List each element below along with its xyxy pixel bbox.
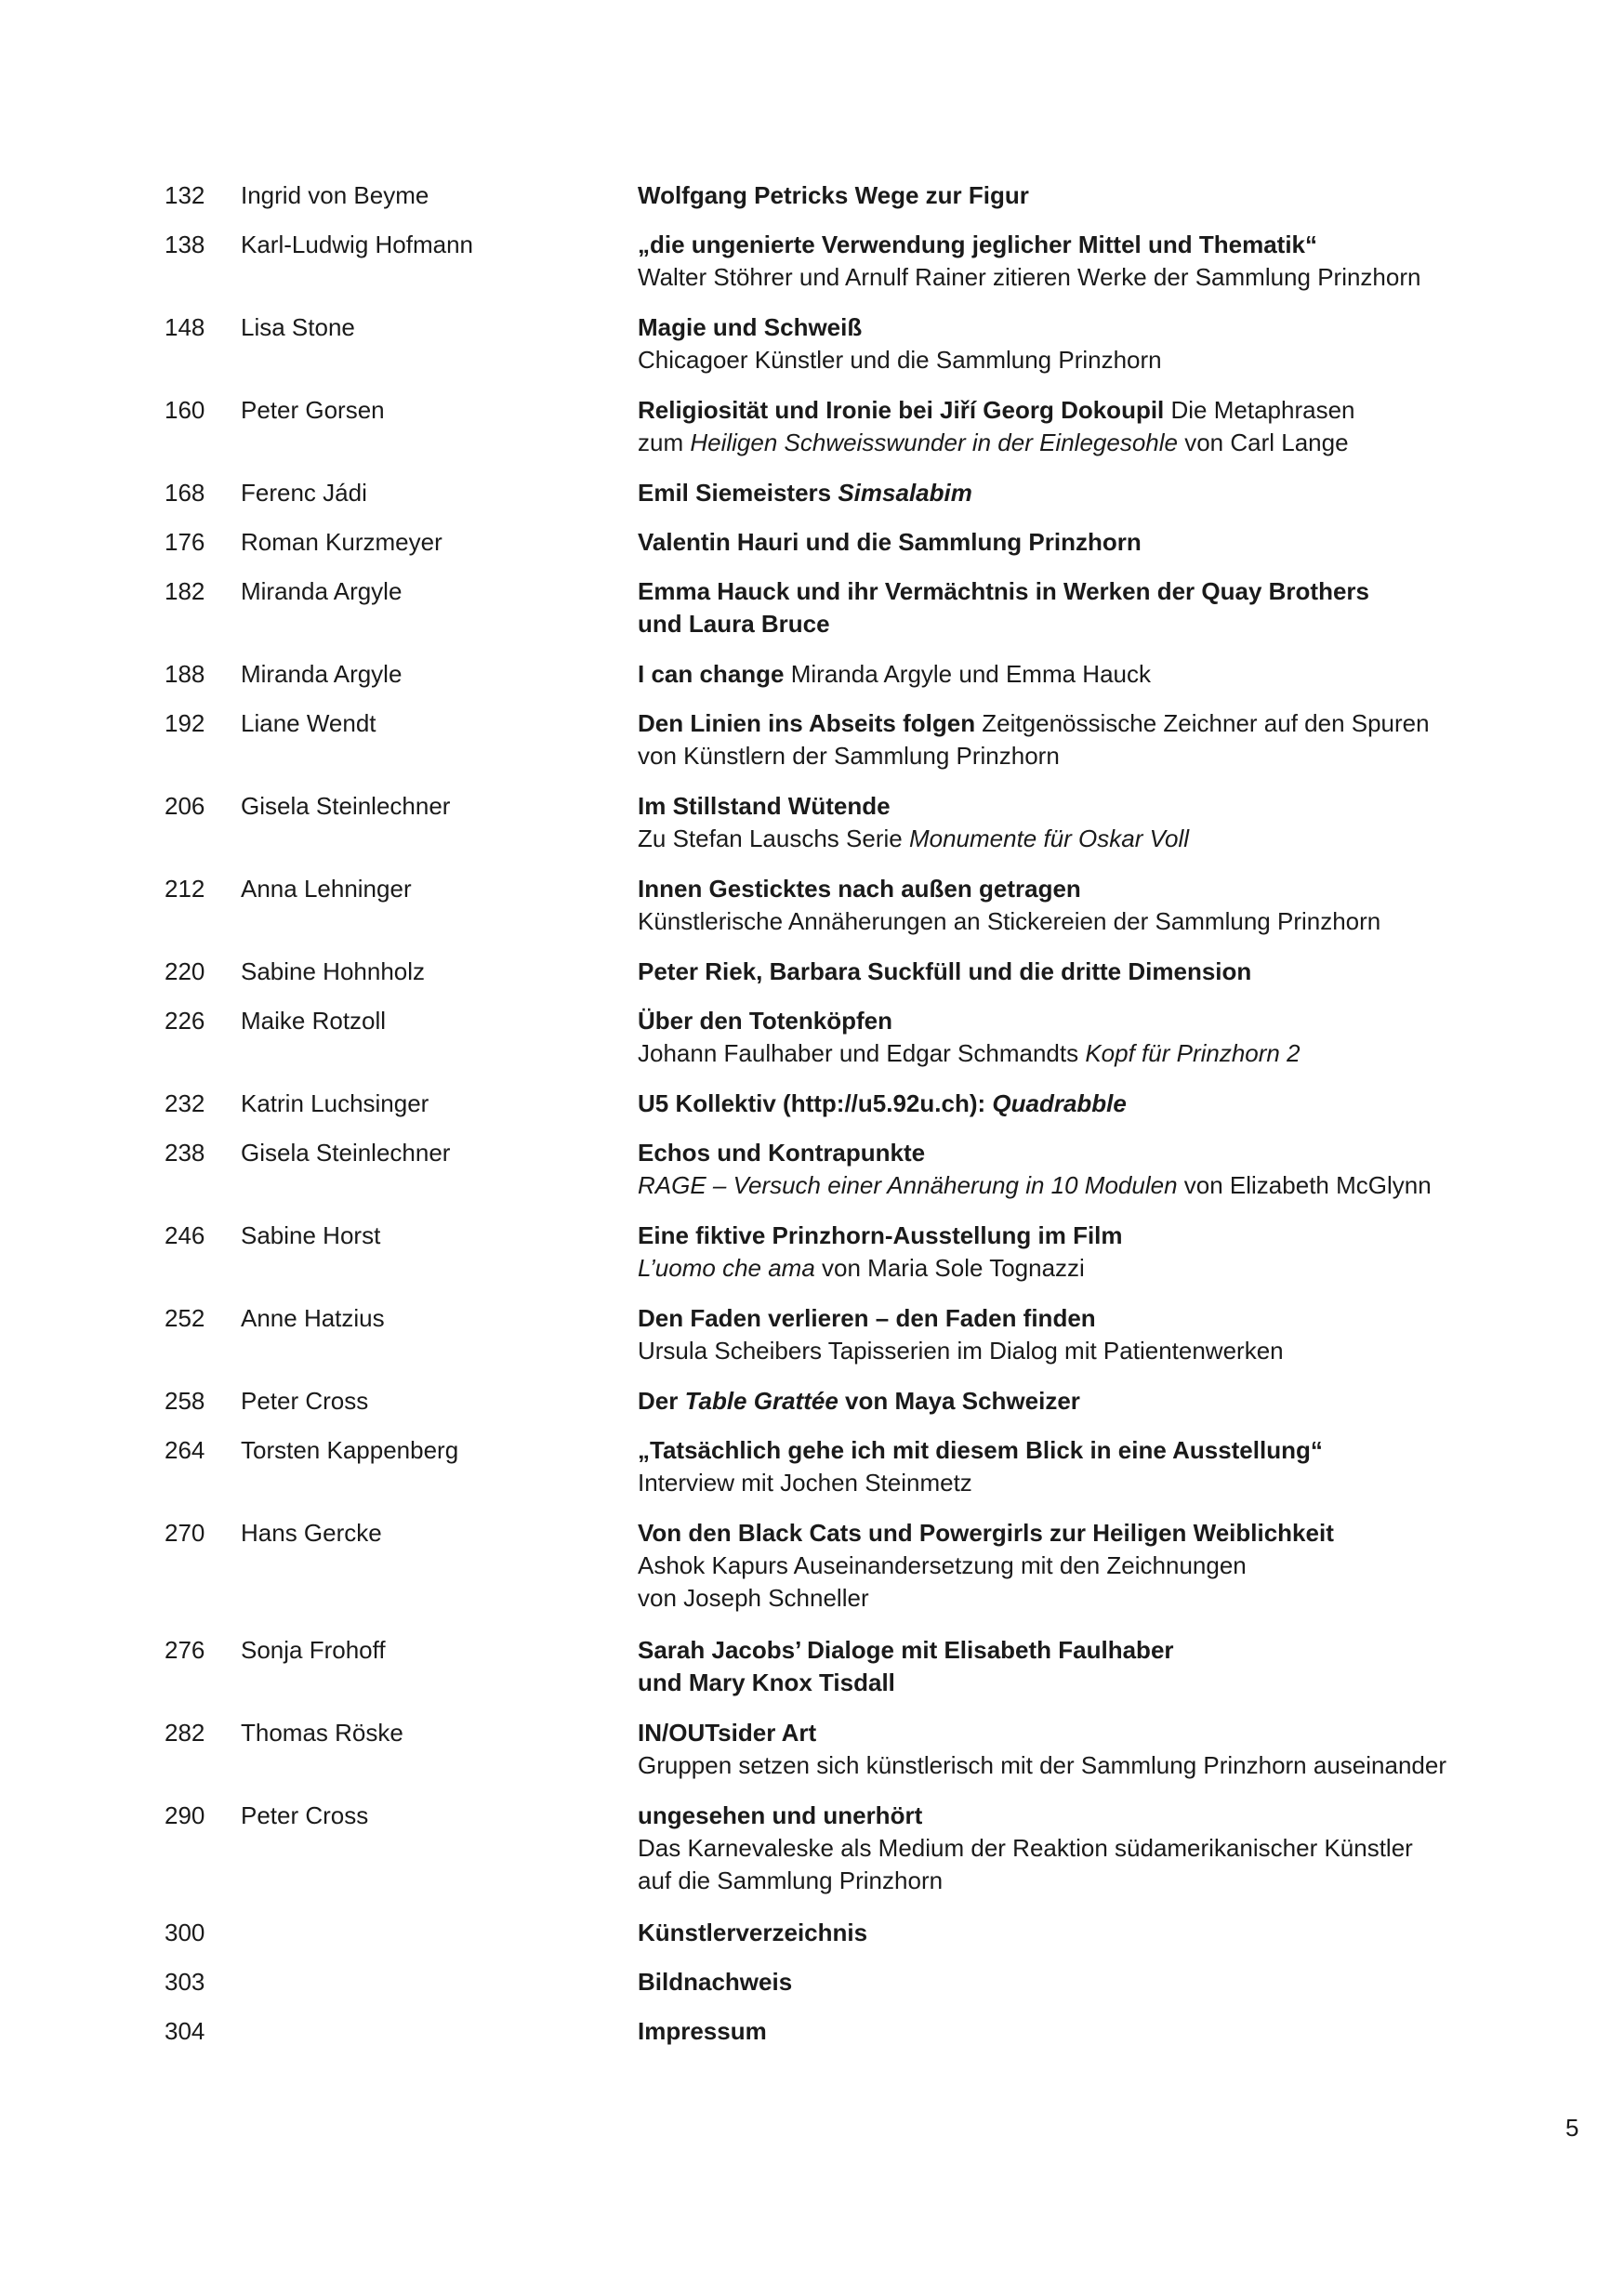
toc-text-segment: zum	[638, 429, 691, 456]
toc-title-block	[638, 1517, 1567, 1615]
toc-page-number: 252	[165, 1304, 205, 1332]
toc-author: Peter Cross	[241, 1387, 369, 1415]
toc-page-number: 303	[165, 1968, 205, 1996]
toc-title-line	[638, 179, 1567, 212]
toc-title-block	[638, 873, 1567, 938]
toc-author: Roman Kurzmeyer	[241, 528, 442, 556]
toc-page-number: 270	[165, 1519, 205, 1547]
toc-title-block	[638, 179, 1567, 212]
toc-text-segment: Impressum	[638, 2017, 767, 2045]
toc-title-block	[638, 311, 1567, 376]
toc-subtitle-line	[638, 1335, 1567, 1367]
toc-title-block	[638, 1220, 1567, 1285]
toc-subtitle-line	[638, 823, 1567, 855]
toc-author: Lisa Stone	[241, 313, 355, 341]
toc-author: Miranda Argyle	[241, 660, 403, 688]
toc-author: Katrin Luchsinger	[241, 1089, 429, 1117]
toc-text-segment: Kopf für Prinzhorn 2	[1085, 1039, 1301, 1067]
toc-subtitle-line	[638, 344, 1567, 376]
toc-text-segment: Interview mit Jochen Steinmetz	[638, 1469, 972, 1497]
toc-title-line	[638, 1385, 1567, 1418]
toc-author: Miranda Argyle	[241, 577, 403, 605]
toc-text-segment: Den Linien ins Abseits folgen	[638, 709, 976, 737]
toc-title-block	[638, 707, 1567, 772]
toc-title-line	[638, 2015, 1567, 2048]
toc-text-segment: von Elizabeth McGlynn	[1177, 1171, 1432, 1199]
toc-page-number: 188	[165, 660, 205, 688]
toc-text-segment: L’uomo che ama	[638, 1254, 815, 1282]
toc-text-segment: Table Grattée	[684, 1387, 838, 1415]
toc-text-segment: von Carl Lange	[1177, 429, 1349, 456]
toc-page-number: 160	[165, 396, 205, 424]
toc-text-segment: Emma Hauck und ihr Vermächtnis in Werken der Quay Brothers	[638, 577, 1369, 605]
toc-title-block	[638, 526, 1567, 559]
toc-page-number: 276	[165, 1636, 205, 1664]
toc-author: Sabine Hohnholz	[241, 957, 426, 985]
toc-text-segment: Von den Black Cats und Powergirls zur Heiligen Weiblichkeit	[638, 1519, 1334, 1547]
toc-title-block	[638, 1634, 1567, 1699]
toc-title-line	[638, 1634, 1567, 1667]
toc-author: Peter Cross	[241, 1801, 369, 1829]
toc-page-number: 282	[165, 1719, 205, 1747]
toc-page-number: 182	[165, 577, 205, 605]
toc-subtitle-line	[638, 1865, 1567, 1897]
toc-title-block	[638, 1385, 1567, 1418]
toc-text-segment: und Mary Knox Tisdall	[638, 1668, 895, 1696]
toc-text-segment: Johann Faulhaber und Edgar Schmandts	[638, 1039, 1086, 1067]
toc-author: Anne Hatzius	[241, 1304, 385, 1332]
toc-text-segment: von Künstlern der Sammlung Prinzhorn	[638, 742, 1060, 770]
toc-title-block	[638, 1717, 1567, 1782]
toc-text-segment: „Tatsächlich gehe ich mit diesem Blick in eine Ausstellung“	[638, 1436, 1323, 1464]
toc-text-segment: Der	[638, 1387, 685, 1415]
toc-page-number: 226	[165, 1007, 205, 1035]
toc-title-line	[638, 311, 1567, 344]
toc-text-segment: Heiligen Schweisswunder in der Einlegesohle	[690, 429, 1178, 456]
toc-subtitle-line	[638, 1467, 1567, 1499]
toc-title-line	[638, 1137, 1567, 1169]
toc-page-number: 258	[165, 1387, 205, 1415]
toc-title-block	[638, 1302, 1567, 1367]
toc-page-number: 232	[165, 1089, 205, 1117]
toc-text-segment: Valentin Hauri und die Sammlung Prinzhorn	[638, 528, 1142, 556]
toc-subtitle-line	[638, 1550, 1567, 1582]
toc-text-segment: Im Stillstand Wütende	[638, 792, 891, 820]
toc-title-line	[638, 873, 1567, 905]
toc-title-block	[638, 1434, 1567, 1499]
toc-title-line	[638, 575, 1567, 608]
toc-author: Anna Lehninger	[241, 875, 412, 903]
toc-text-segment: RAGE – Versuch einer Annäherung in 10 Modulen	[638, 1171, 1178, 1199]
toc-title-block	[638, 477, 1567, 509]
toc-title-line	[638, 526, 1567, 559]
toc-author: Ferenc Jádi	[241, 479, 367, 507]
toc-text-segment: Gruppen setzen sich künstlerisch mit der Sammlung Prinzhorn auseinander	[638, 1751, 1446, 1779]
toc-title-line	[638, 229, 1567, 261]
toc-title-line	[638, 1220, 1567, 1252]
toc-page-number: 264	[165, 1436, 205, 1464]
toc-text-segment: von Maria Sole Tognazzi	[814, 1254, 1085, 1282]
toc-page-number: 168	[165, 479, 205, 507]
toc-subtitle-line	[638, 1832, 1567, 1865]
toc-title-line	[638, 394, 1567, 427]
toc-text-segment: Peter Riek, Barbara Suckfüll und die dritte Dimension	[638, 957, 1252, 985]
toc-text-segment: „die ungenierte Verwendung jeglicher Mittel und Thematik“	[638, 231, 1317, 258]
toc-title-block	[638, 1800, 1567, 1897]
toc-title-line	[638, 1800, 1567, 1832]
toc-author: Sabine Horst	[241, 1221, 381, 1249]
toc-text-segment: Das Karnevaleske als Medium der Reaktion südamerikanischer Künstler	[638, 1834, 1413, 1862]
toc-title-block	[638, 1917, 1567, 1949]
toc-author: Torsten Kappenberg	[241, 1436, 459, 1464]
toc-title-block	[638, 658, 1567, 691]
toc-text-segment: von Maya Schweizer	[838, 1387, 1080, 1415]
toc-title-line	[638, 477, 1567, 509]
toc-text-segment: I can change	[638, 660, 785, 688]
toc-page-number: 238	[165, 1139, 205, 1167]
toc-page-number: 220	[165, 957, 205, 985]
toc-author: Peter Gorsen	[241, 396, 385, 424]
toc-title-block	[638, 1137, 1567, 1202]
toc-page-number: 192	[165, 709, 205, 737]
toc-page-number: 300	[165, 1919, 205, 1946]
toc-title-line	[638, 1302, 1567, 1335]
toc-text-segment: Simsalabim	[838, 479, 972, 507]
toc-title-line	[638, 1434, 1567, 1467]
toc-page-number: 148	[165, 313, 205, 341]
toc-author: Sonja Frohoff	[241, 1636, 386, 1664]
toc-text-segment: IN/OUTsider Art	[638, 1719, 817, 1747]
toc-title-block	[638, 1966, 1567, 1998]
toc-subtitle-line	[638, 905, 1567, 938]
toc-title-line	[638, 956, 1567, 988]
toc-title-block	[638, 1088, 1567, 1120]
toc-title-line	[638, 1917, 1567, 1949]
toc-title-block	[638, 956, 1567, 988]
toc-page-number: 212	[165, 875, 205, 903]
toc-text-segment: Innen Gesticktes nach außen getragen	[638, 875, 1081, 903]
toc-page-number: 176	[165, 528, 205, 556]
toc-subtitle-line	[638, 740, 1567, 772]
toc-text-segment: Emil Siemeisters	[638, 479, 838, 507]
toc-title-block	[638, 229, 1567, 294]
toc-subtitle-line	[638, 261, 1567, 294]
toc-text-segment: auf die Sammlung Prinzhorn	[638, 1866, 944, 1894]
toc-title-block	[638, 2015, 1567, 2048]
toc-text-segment: Die Metaphrasen	[1164, 396, 1355, 424]
toc-text-segment: Magie und Schweiß	[638, 313, 863, 341]
toc-author: Gisela Steinlechner	[241, 1139, 451, 1167]
toc-author: Hans Gercke	[241, 1519, 382, 1547]
toc-text-segment: Eine fiktive Prinzhorn-Ausstellung im Film	[638, 1221, 1123, 1249]
toc-text-segment: Ursula Scheibers Tapisserien im Dialog mit Patientenwerken	[638, 1337, 1284, 1365]
toc-text-segment: Chicagoer Künstler und die Sammlung Prinzhorn	[638, 346, 1162, 374]
toc-text-segment: und Laura Bruce	[638, 610, 830, 638]
toc-title-block	[638, 575, 1567, 640]
toc-subtitle-line	[638, 1037, 1567, 1070]
toc-text-segment: Zu Stefan Lauschs Serie	[638, 824, 909, 852]
toc-text-segment: Ashok Kapurs Auseinandersetzung mit den Zeichnungen	[638, 1551, 1247, 1579]
toc-text-segment: Künstlerverzeichnis	[638, 1919, 868, 1946]
toc-page-number: 206	[165, 792, 205, 820]
toc-title-block	[638, 1005, 1567, 1070]
toc-text-segment: Religiosität und Ironie bei Jiří Georg Dokoupil	[638, 396, 1165, 424]
toc-text-segment: Quadrabble	[992, 1089, 1127, 1117]
page-number: 5	[1565, 2114, 1579, 2142]
toc-title-line	[638, 1517, 1567, 1550]
toc-author: Liane Wendt	[241, 709, 376, 737]
toc-text-segment: Miranda Argyle und Emma Hauck	[784, 660, 1152, 688]
toc-author: Maike Rotzoll	[241, 1007, 387, 1035]
toc-title-line	[638, 1005, 1567, 1037]
toc-text-segment: U5 Kollektiv (http://u5.92u.ch):	[638, 1089, 993, 1117]
toc-author: Gisela Steinlechner	[241, 792, 451, 820]
toc-text-segment: Wolfgang Petricks Wege zur Figur	[638, 181, 1029, 209]
toc-subtitle-line	[638, 1582, 1567, 1615]
toc-author: Ingrid von Beyme	[241, 181, 429, 209]
toc-text-segment: Künstlerische Annäherungen an Stickereien der Sammlung Prinzhorn	[638, 907, 1381, 935]
toc-page-number: 304	[165, 2017, 205, 2045]
toc-title-line	[638, 1717, 1567, 1749]
toc-text-segment: Sarah Jacobs’ Dialoge mit Elisabeth Faulhaber	[638, 1636, 1174, 1664]
toc-title-block	[638, 394, 1567, 459]
toc-title-line	[638, 790, 1567, 823]
toc-title-line	[638, 658, 1567, 691]
toc-text-segment: von Joseph Schneller	[638, 1584, 869, 1612]
toc-text-segment: Echos und Kontrapunkte	[638, 1139, 926, 1167]
toc-page-number: 138	[165, 231, 205, 258]
toc-subtitle-line	[638, 1749, 1567, 1782]
toc-text-segment: Monumente für Oskar Voll	[908, 824, 1189, 852]
toc-title-line	[638, 1088, 1567, 1120]
toc-author: Karl-Ludwig Hofmann	[241, 231, 474, 258]
toc-subtitle-line	[638, 608, 1567, 640]
toc-page-number: 246	[165, 1221, 205, 1249]
toc-text-segment: Den Faden verlieren – den Faden finden	[638, 1304, 1096, 1332]
toc-text-segment: Zeitgenössische Zeichner auf den Spuren	[975, 709, 1430, 737]
toc-subtitle-line	[638, 1667, 1567, 1699]
toc-text-segment: Über den Totenköpfen	[638, 1007, 892, 1035]
toc-author: Thomas Röske	[241, 1719, 403, 1747]
toc-page-number: 132	[165, 181, 205, 209]
toc-text-segment: Walter Stöhrer und Arnulf Rainer zitieren Werke der Sammlung Prinzhorn	[638, 263, 1421, 291]
toc-title-line	[638, 707, 1567, 740]
toc-page-number: 290	[165, 1801, 205, 1829]
toc-title-line	[638, 1966, 1567, 1998]
toc-subtitle-line	[638, 1252, 1567, 1285]
toc-subtitle-line	[638, 1169, 1567, 1202]
toc-text-segment: Bildnachweis	[638, 1968, 793, 1996]
toc-title-block	[638, 790, 1567, 855]
toc-text-segment: ungesehen und unerhört	[638, 1801, 923, 1829]
toc-subtitle-line	[638, 427, 1567, 459]
